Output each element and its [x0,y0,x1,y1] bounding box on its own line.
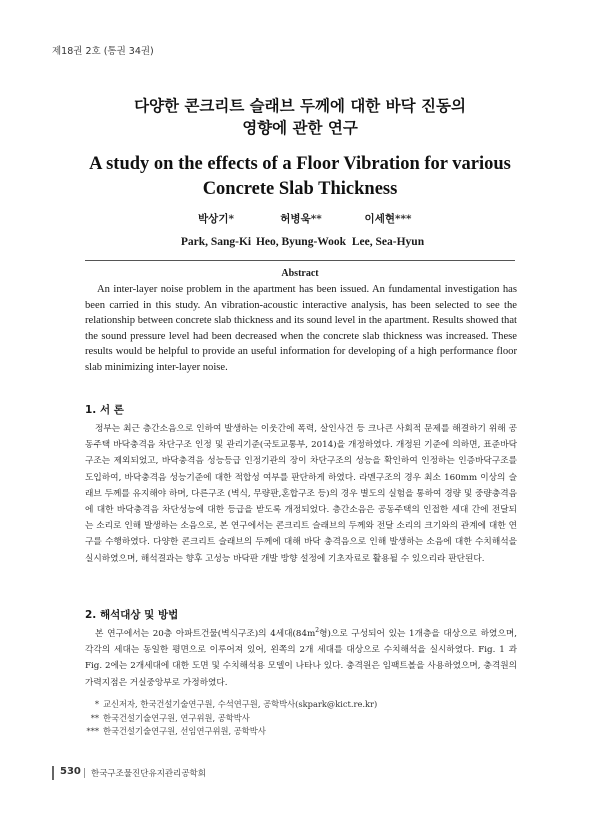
running-head: 제18권 2호 (통권 34권) [52,46,154,57]
section-1-heading: 1. 서 론 [85,404,124,416]
author-3 [313,212,463,250]
footnote-3 [85,725,525,739]
section-2-heading: 2. 해석대상 및 방법 [85,609,179,621]
title-korean [40,95,560,139]
divider-rule [85,260,515,261]
footnote-3-mark: *** [86,726,99,736]
author-3-name-ko: 이세현*** [364,213,412,225]
footnote-2 [85,712,525,726]
footnotes [85,698,525,739]
page-number: 530 [60,766,81,777]
author-3-name-en: Lee, Sea-Hyun [351,236,425,248]
footnote-1 [85,698,525,712]
abstract-heading: Abstract [281,268,319,279]
author-2-name-ko: 허병욱** [280,213,322,225]
footnote-1-mark: * [94,699,99,709]
section-2-paragraph [85,626,517,691]
footer-bar [52,766,54,780]
section-2-text-b: 형)으로 구성되어 있는 1개층을 대상으로 하였으며, 각각의 세대는 동일한 평면으로 이루어져 있어, 왼쪽의 2개 세대를 대상으로 수치해석을 실시하였다. Fig. 1 과 Fig. 2에는 2개세대에 대한 도면 및 수치해석용 모델이 나타나 있다. 충격원은 임팩트볼을 사용하였으며, 충격원의 가력지점은 거실중앙부로 가정하였다. [85,629,517,688]
title-korean-line-1: 다양한 콘크리트 슬래브 두께에 대한 바닥 진동의 [134,96,466,115]
journal-name: 한국구조물진단유지관리공학회 [91,769,206,779]
section-2-text-a: 본 연구에서는 20층 아파트건물(벽식구조)의 4세대(84m [95,629,316,639]
footnote-2-text: 한국건설기술연구원, 연구위원, 공학박사 [103,712,250,723]
section-2-superscript: 2 [315,627,320,635]
page-footer [0,765,600,781]
footer-separator [84,768,85,778]
author-1-name-en: Park, Sang-Ki [180,236,252,248]
title-english-line-2: Concrete Slab Thickness [202,179,398,199]
footnote-1-text: 교신저자, 한국건설기술연구원, 수석연구원, 공학박사(skpark@kict.re.kr) [103,699,378,709]
author-2-name-en: Heo, Byung-Wook [255,236,347,248]
footnote-2-mark: ** [90,712,99,723]
footnote-3-text: 한국건설기술연구원, 선임연구위원, 공학박사 [103,726,266,736]
section-1-paragraph: 정부는 최근 층간소음으로 인하여 발생하는 이웃간에 폭력, 살인사건 등 크나큰 사회적 문제를 해결하기 위해 공동주택 바닥충격음 차단구조 인정 및 관리기준(국토교통부, 2014)을 개정하였다. 개정된 기준에 의하면, 표준바닥구조는 제외되었고, 바닥충격음 성능등급 인정기관의 장이 차단구조의 성능을 확인하여 인정하는 인증바닥구조를 도입하여, 바닥충격음 성능기준에 대한 적합성 여부를 판단하게 하였다. 라멘구조의 경우 최소 160mm 이상의 슬래브 두께를 유지해야 하며, 다른구조 (벽식, 무량판,혼합구조 등)의 경우 별도의 실험을 통하여 경량 및 중량충격음에 대한 바닥충격음 차단성능에 대한 등급을 받도록 개정되었다. 층간소음은 공동주택의 인접한 세대 간에 전달되는 소리로 인해 발생하는 소음으로, 본 연구에서는 콘크리트 슬래브의 두께와 전달 소리의 크기와의 관계에 대한 연구를 수행하였다. 다양한 콘크리트 슬래브의 두께에 대해 바닥 충격음으로 인해 발생하는 소음에 대한 수치해석을 실시하였으며, 해석결과는 향후 고성능 바닥판 개발 방향 설정에 기초자료로 활용될 수 있으리라 판단된다. [85,424,517,564]
title-english-line-1: A study on the effects of a Floor Vibration for various [89,154,511,174]
title-english [40,152,560,202]
abstract-text: An inter-layer noise problem in the apartment has been issued. An fundamental investigation has been carried in this study. An vibration-acoustic interactive analysis, has been selected to see the relationship between concrete slab thickness and its sound level in the apartment. Results showed that the sound pressure level had been decreased when the concrete slab thickness was increased. These results would be helpful to provide an useful information for developing of a high performance floor slab minimizing inter-layer noise. [85,284,517,373]
title-korean-line-2: 영향에 관한 연구 [242,118,358,137]
author-1-name-ko: 박상기* [198,213,234,225]
